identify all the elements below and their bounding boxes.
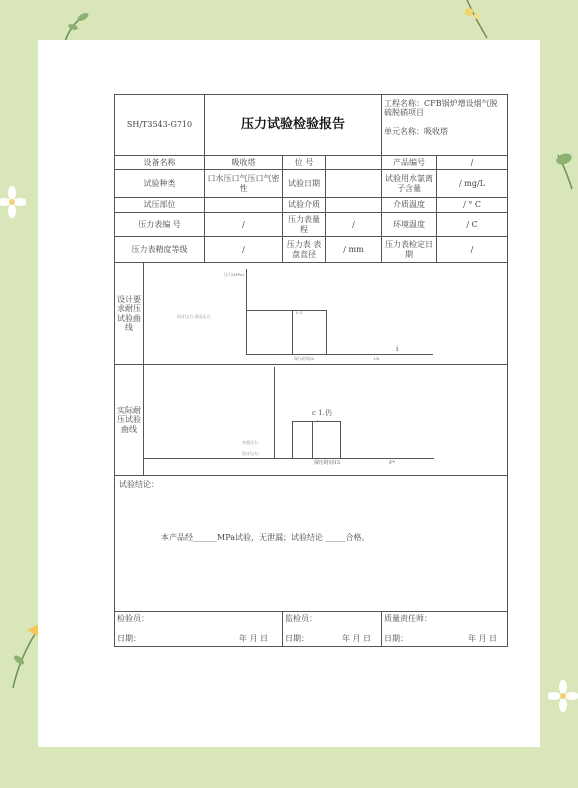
inspector-label: 检验员： (117, 614, 149, 623)
actual-c-label: c 1.仍 (312, 409, 332, 417)
actual-left1: 实验压力 (242, 440, 258, 445)
test-type-label: 试验种类 (115, 170, 205, 198)
quality-date-label: 日期： (384, 634, 409, 644)
medium-temp-label: 介质温度 (382, 198, 437, 213)
medium-label: 试验介质 (283, 198, 326, 213)
actual-curve-label: 实际耐压试验曲线 (115, 365, 144, 476)
pressure-test-report-table (114, 94, 508, 647)
equip-name-label: 设备名称 (115, 156, 205, 170)
test-type-value: 口水压口气压口气密性 (205, 170, 283, 198)
test-date-label: 试验日期 (283, 170, 326, 198)
design-val: 0.5 (296, 310, 303, 315)
design-curve-chart (144, 263, 507, 364)
quality-label: 质量责任师： (384, 614, 433, 623)
chloride-value: / mg/L (437, 170, 508, 198)
chloride-label: 试验用水氯离子含量 (382, 170, 437, 198)
supervisor-ymd: 年 月 日 (341, 634, 372, 644)
design-curve-label: 设计要求耐压试验曲线 (115, 263, 144, 365)
position-label: 位 号 (283, 156, 326, 170)
flower-branch-icon (455, 0, 495, 40)
conclusion-text: 本产品经______MPa试验，无泄漏；试验结论 _____合格。 (161, 533, 370, 543)
actual-left2: 设计压力- (242, 451, 260, 456)
medium-temp-value: / ° C (437, 198, 508, 213)
position-value (326, 156, 382, 170)
white-flower-icon (0, 185, 26, 219)
design-left-note: 设计压力 试压压力 (177, 314, 211, 319)
gauge-no-label: 压力表编 号 (115, 213, 205, 237)
gauge-range-label: 压力表量 程 (283, 213, 326, 237)
env-temp-label: 环境温度 (382, 213, 437, 237)
test-date-value (326, 170, 382, 198)
conclusion-label: 试验结论： (119, 480, 159, 489)
project-name: 工程名称：CFB锅炉增设烟气脱硫脱硝项目 (384, 99, 498, 118)
actual-dot: • (316, 419, 319, 425)
unit-name: 单元名称：吸收塔 (384, 127, 449, 137)
gauge-cal-value: / (437, 237, 508, 263)
part-label: 试压部位 (115, 198, 205, 213)
design-x-end: t/h (374, 356, 380, 361)
supervisor-label: 监检员： (285, 614, 317, 623)
gauge-dia-value: / mm (326, 237, 382, 263)
gauge-acc-label: 压力表精度等级 (115, 237, 205, 263)
gauge-no-value: / (205, 213, 283, 237)
design-y-axis: 压力(MPa) (224, 272, 245, 277)
design-i-mark: i (396, 345, 399, 353)
product-no-label: 产品编号 (382, 156, 437, 170)
actual-curve-chart (144, 365, 507, 475)
report-title: 压力试验检验报告 (205, 95, 382, 156)
leaf-icon (550, 145, 578, 190)
gauge-dia-label: 压力表 表盘直径 (283, 237, 326, 263)
part-value (205, 198, 283, 213)
medium-value (326, 198, 382, 213)
flower-branch-icon (55, 8, 95, 44)
quality-ymd: 年 月 日 (467, 634, 498, 644)
product-no-value: / (437, 156, 508, 170)
inspector-date-label: 日期： (117, 634, 141, 644)
supervisor-date-label: 日期： (285, 634, 309, 644)
actual-x-end: F* (389, 460, 395, 466)
actual-x-axis: 保压时间15 (314, 460, 341, 466)
gauge-range-value: / (326, 213, 382, 237)
gauge-acc-value: / (205, 237, 283, 263)
env-temp-value: / C (437, 213, 508, 237)
equip-name-value: 吸收塔 (205, 156, 283, 170)
form-code: SH/T3543-G710 (115, 95, 205, 156)
white-flower-icon (548, 680, 578, 712)
gauge-cal-label: 压力表检定日期 (382, 237, 437, 263)
inspector-ymd: 年 月 日 (238, 634, 268, 644)
design-x-axis: 保压时间/h (294, 356, 314, 361)
